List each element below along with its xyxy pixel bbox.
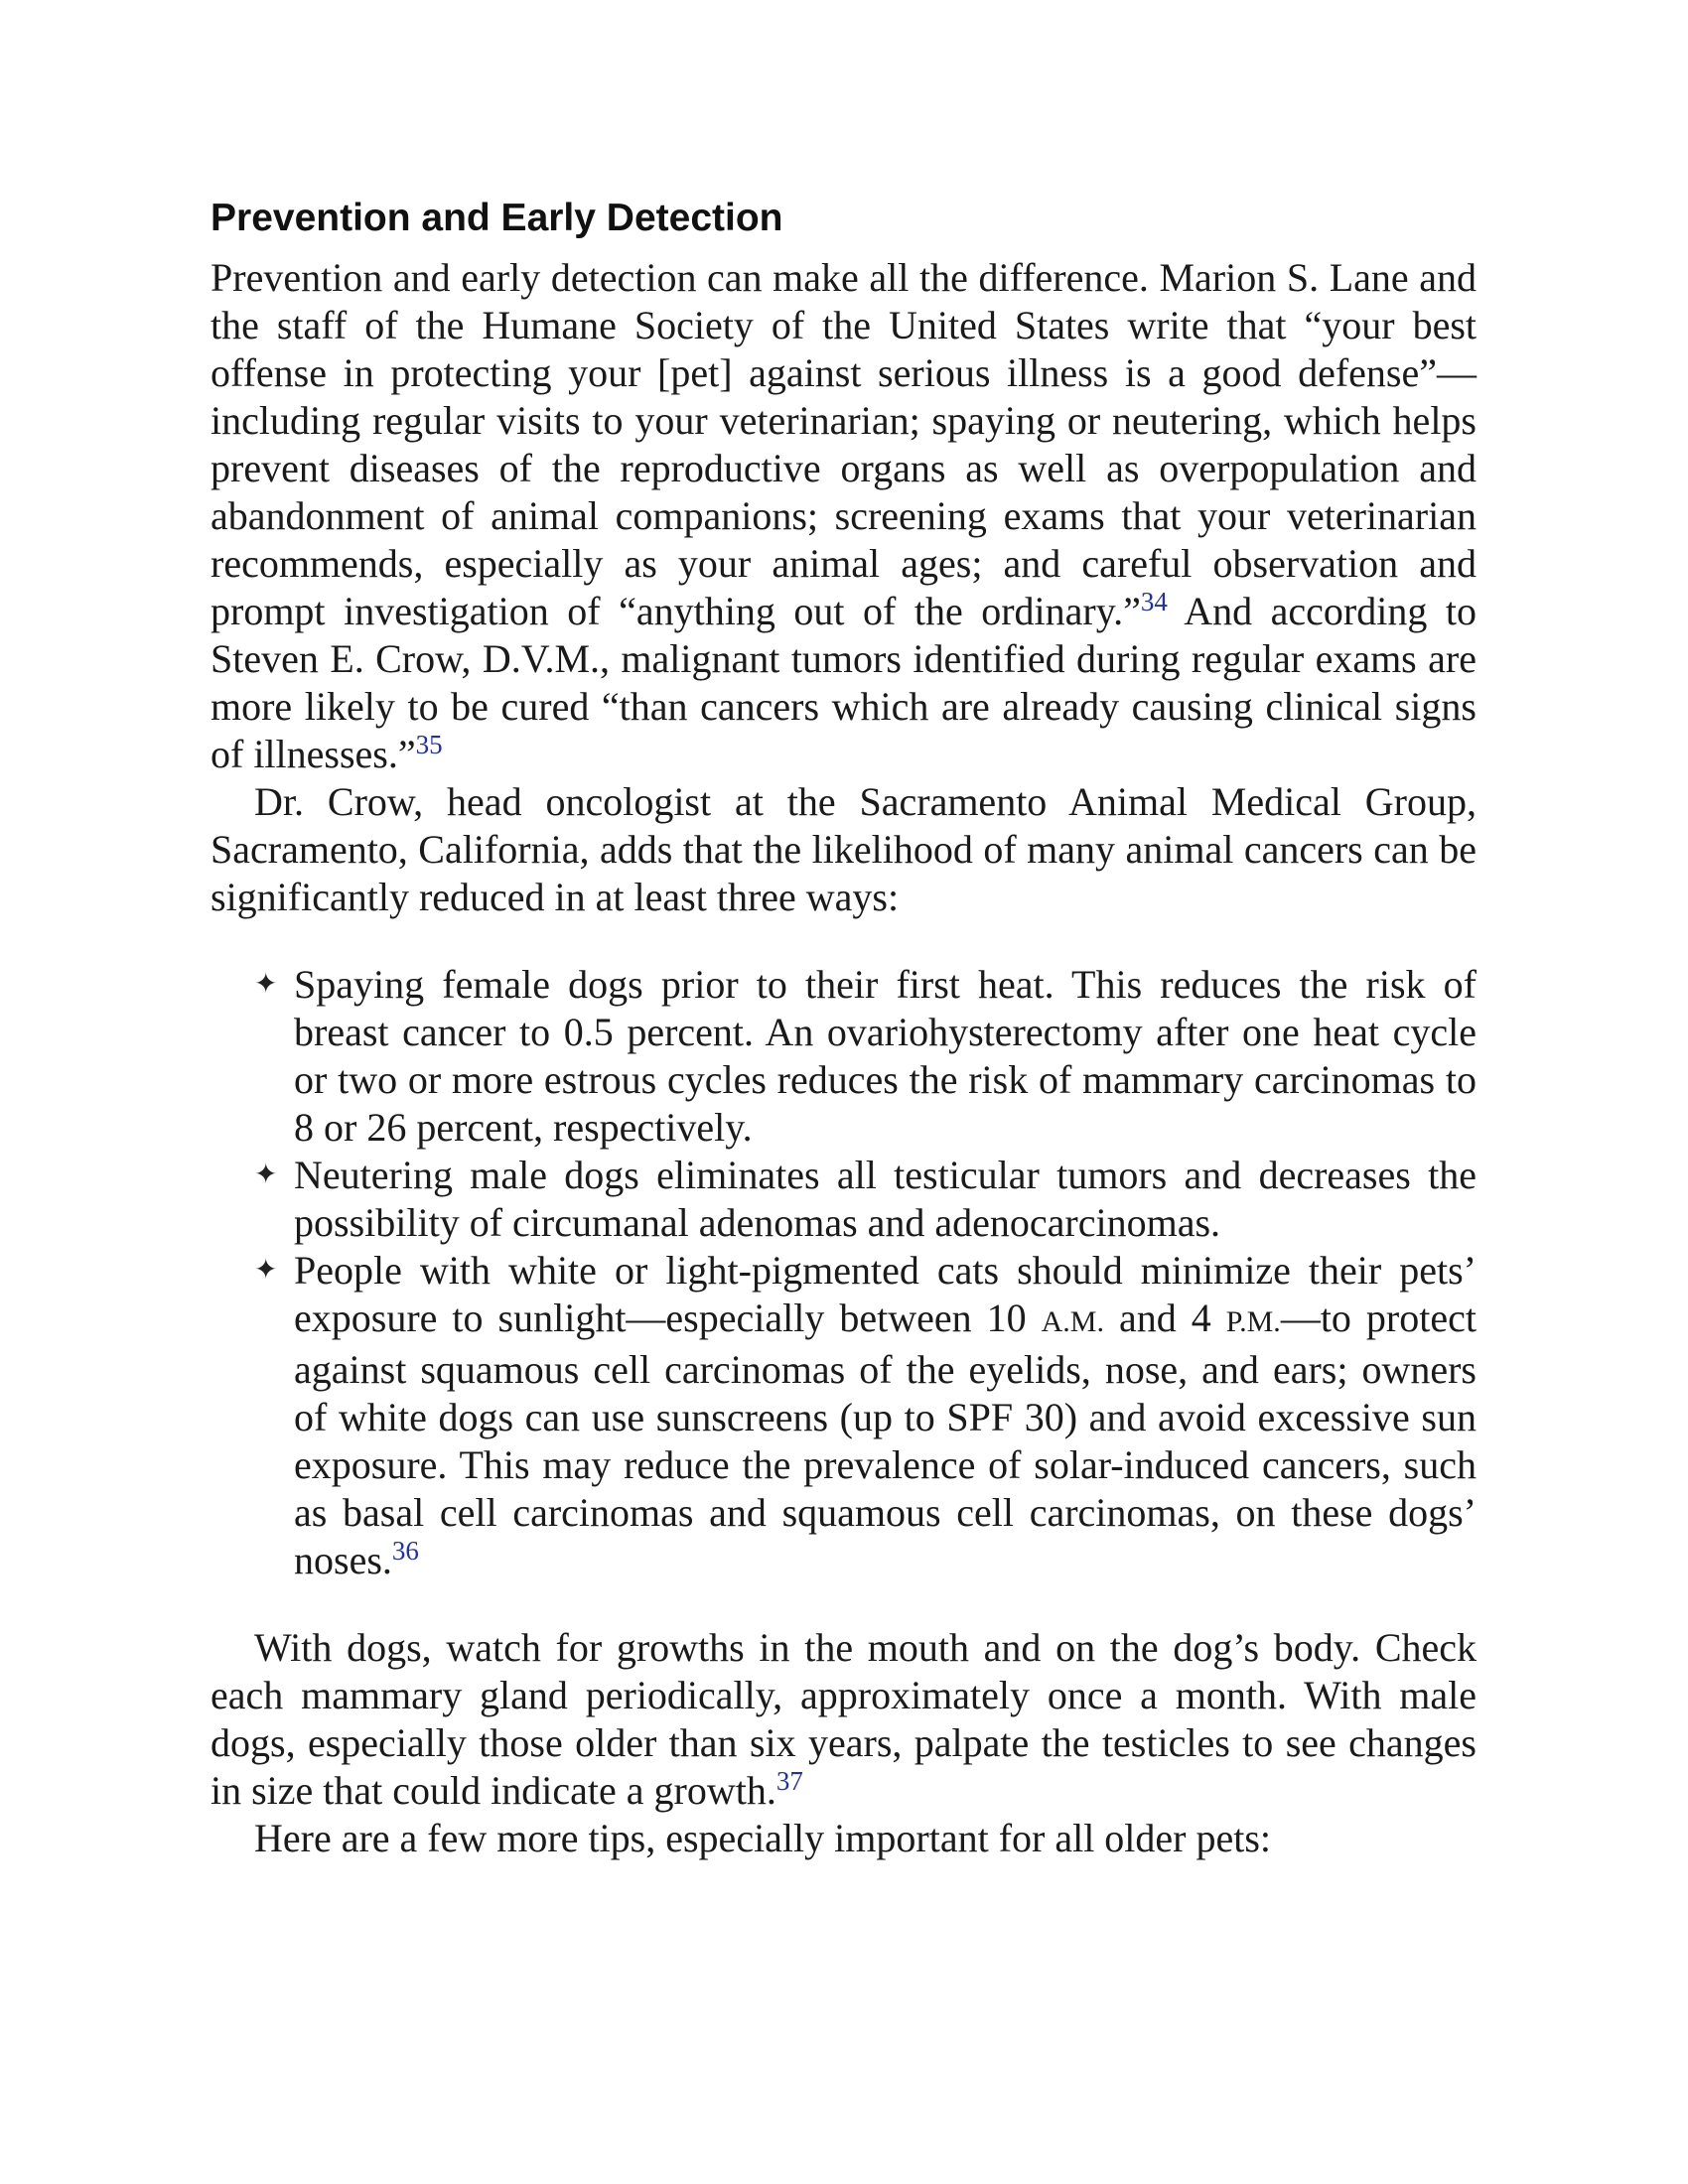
document-page [211,195,1477,1862]
four-point-star-bullet-icon: ✦ [254,969,278,1000]
four-point-star-bullet-icon: ✦ [254,1160,278,1190]
list-item-text-mid: and 4 [1103,1296,1226,1340]
footnote-ref-36[interactable]: 36 [391,1536,419,1566]
list-item-text-b: —to protect against squamous cell carcinomas of the eyelids, nose, and ears; owners of white dogs can use sunscreens (up to SPF 30) and avoid excessive sun exposure. This may reduce the prevalence of solar-induced cancers, such as basal cell carcinomas and squamous cell carcinomas, on these dogs’ noses. [294,1296,1477,1582]
list-item-text: Neutering male dogs eliminates all testicular tumors and decreases the possibility of circumanal adenomas and adenocarcinomas. [294,1153,1477,1245]
paragraph-dogs [211,1624,1477,1815]
list-item [211,1247,1477,1584]
section-heading: Prevention and Early Detection [211,197,783,239]
paragraph-intro-text-b: And according to Steven E. Crow, D.V.M., malignant tumors identified during regular exams are more likely to be cured “than cancers which are already causing clinical signs of illnesses.” [211,589,1477,776]
list-item [211,961,1477,1152]
footnote-ref-35[interactable]: 35 [415,730,443,759]
list-item [211,1152,1477,1247]
time-pm: P.M. [1225,1305,1281,1338]
list-item-text-a: People with white or light-pigmented cats should minimize their pets’ exposure to sunlight—especially between 10 [294,1248,1477,1340]
four-point-star-bullet-icon: ✦ [254,1255,278,1286]
paragraph-dogs-text: With dogs, watch for growths in the mouth and on the dog’s body. Check each mammary gland periodically, approximately once a month. With male dogs, especially those older than six years, palpate the testicles to see changes in size that could indicate a growth. [211,1625,1477,1813]
paragraph-intro [211,254,1477,778]
footnote-ref-37[interactable]: 37 [775,1766,803,1796]
bullet-list [211,961,1477,1584]
footnote-ref-34[interactable]: 34 [1140,587,1168,616]
list-item-text: Spaying female dogs prior to their first heat. This reduces the risk of breast cancer to 0.5 percent. An ovariohysterectomy after one heat cycle or two or more estrous cycles reduces the risk of mammary carcinomas to 8 or 26 percent, respectively. [294,962,1477,1150]
paragraph-tips: Here are a few more tips, especially important for all older pets: [254,1816,1272,1860]
paragraph-crow: Dr. Crow, head oncologist at the Sacramento Animal Medical Group, Sacramento, California, adds that the likelihood of many animal cancers can be significantly reduced in at least three ways: [211,779,1477,919]
time-am: A.M. [1041,1305,1104,1338]
paragraph-intro-text-a: Prevention and early detection can make all the difference. Marion S. Lane and the staff of the Humane Society of the United States write that “your best offense in protecting your [pet] against serious illness is a good defense”—including regular visits to your veterinarian; spaying or neutering, which helps prevent diseases of the reproductive organs as well as overpopulation and abandonment of animal companions; screening exams that your veterinarian recommends, especially as your animal ages; and careful observation and prompt investigation of “anything out of the ordinary.” [211,255,1477,633]
